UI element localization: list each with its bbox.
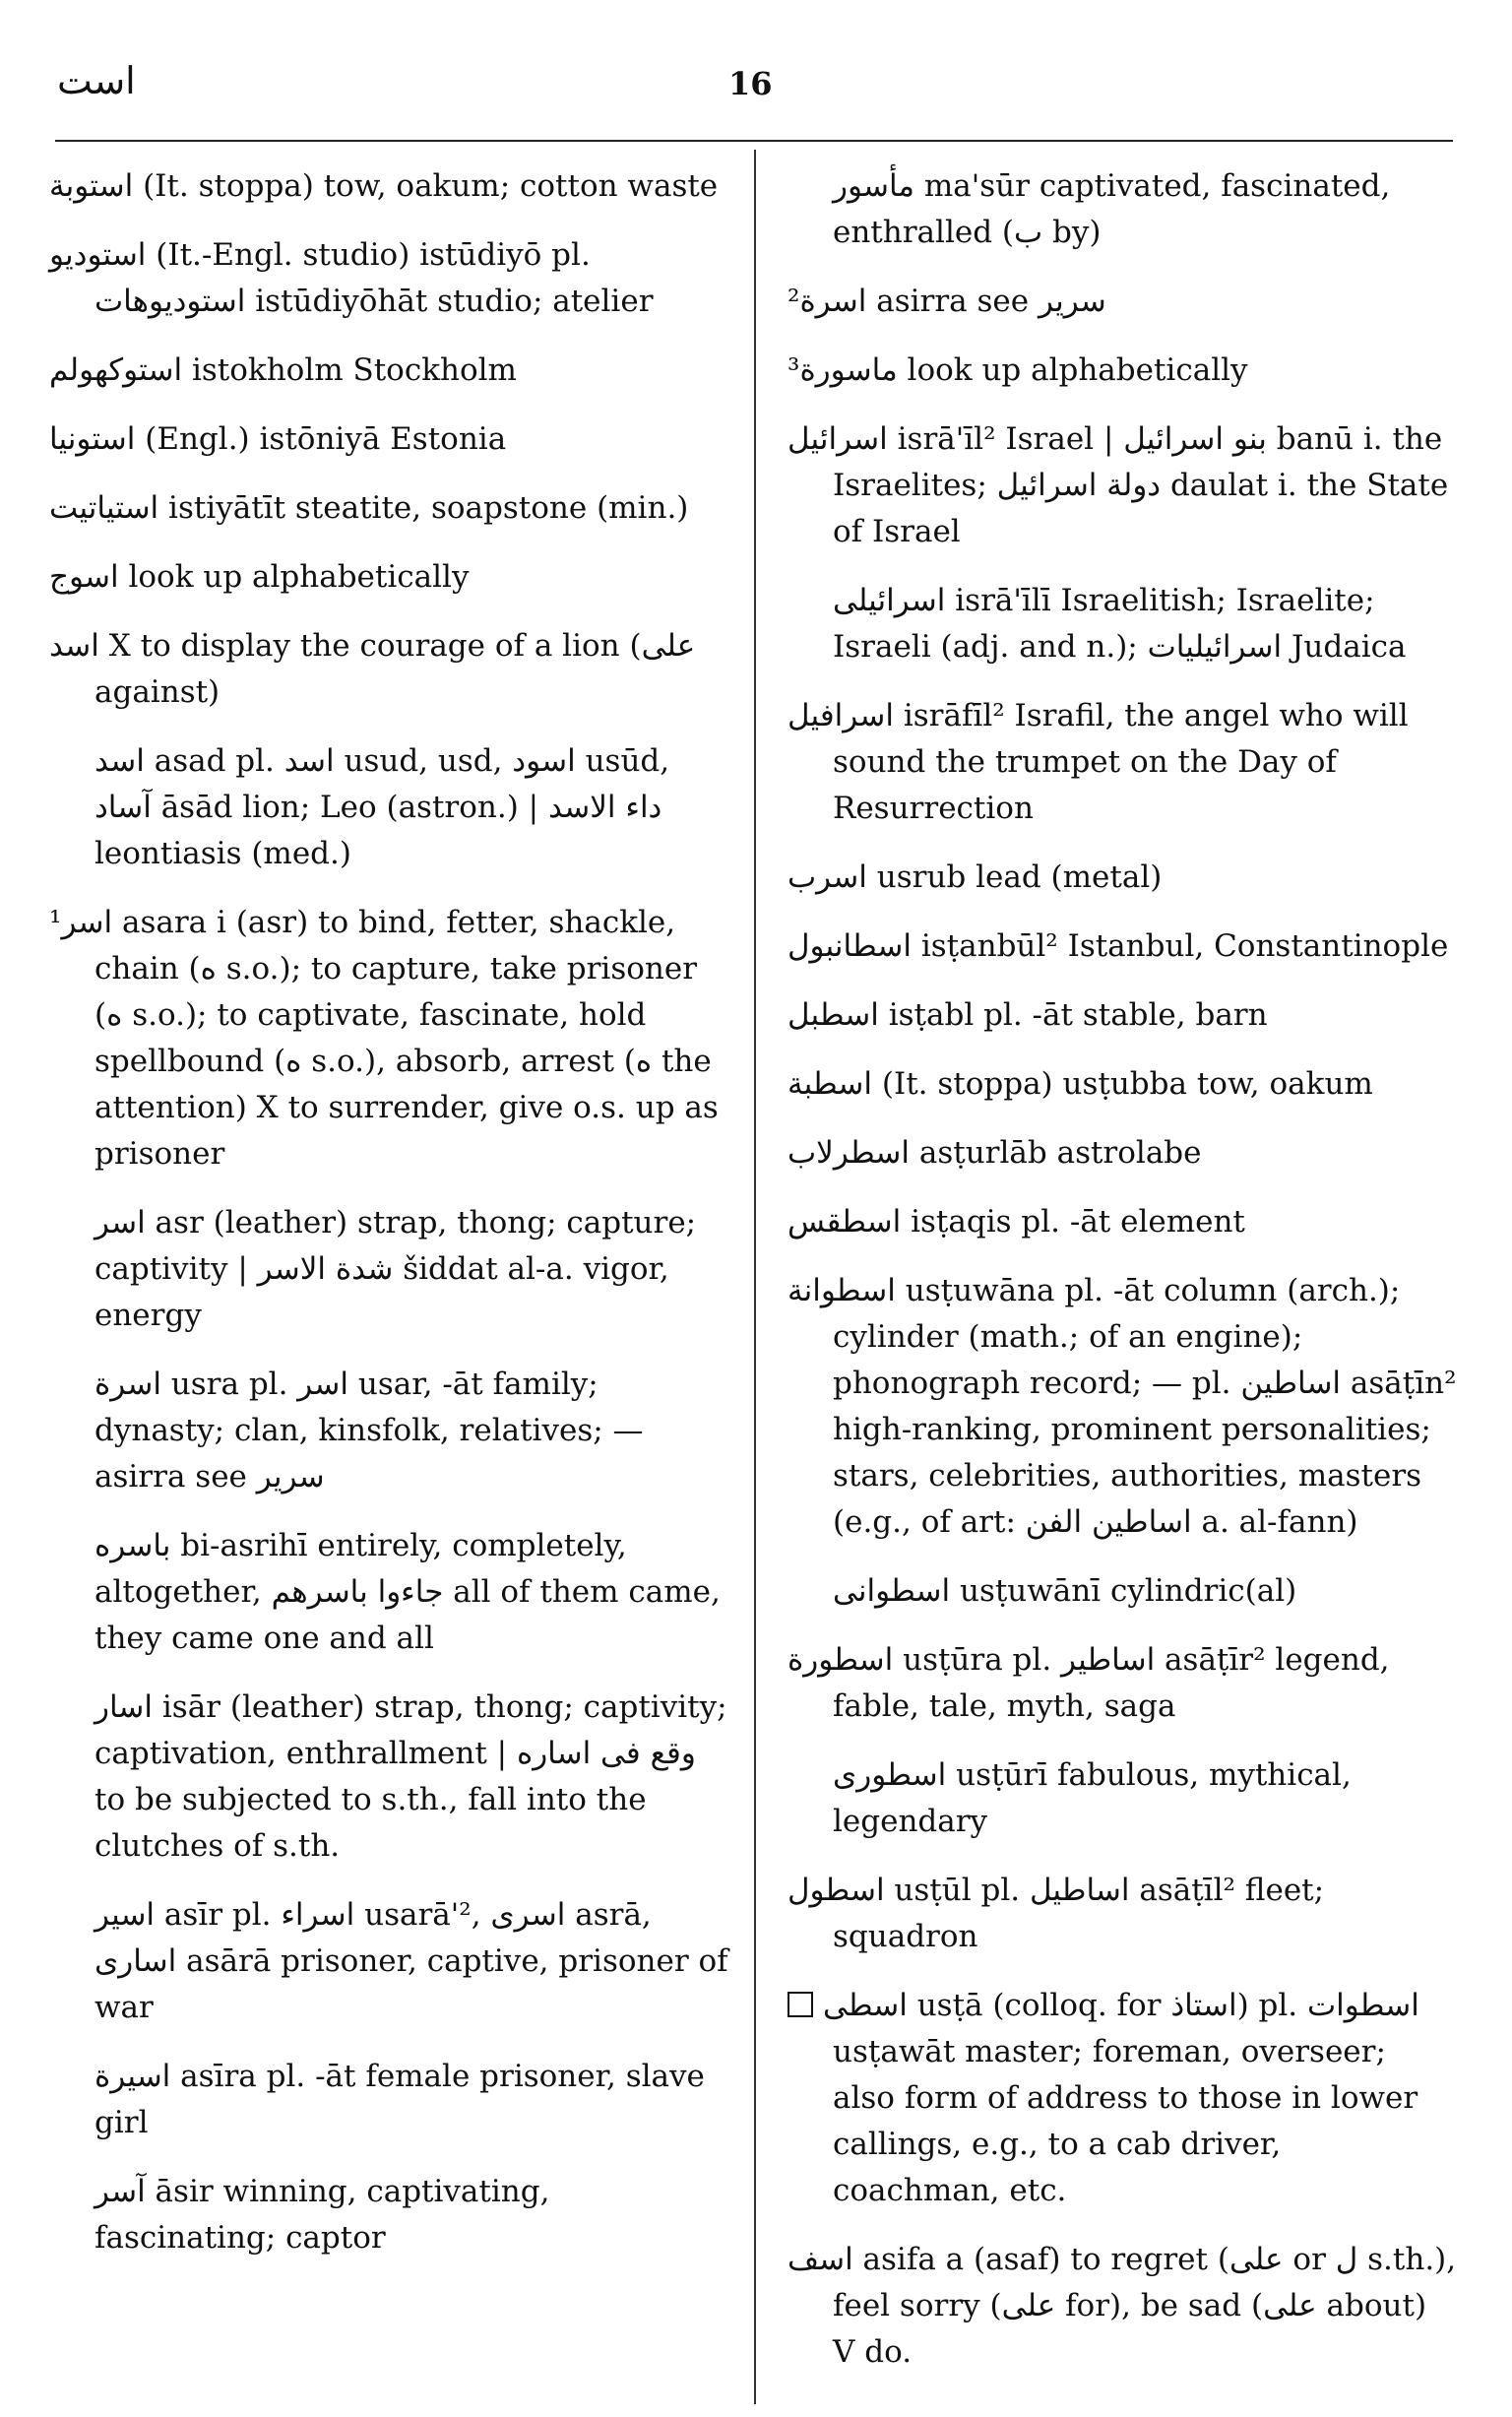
- square-box-icon: [788, 1992, 813, 2017]
- page-number: 16: [728, 65, 773, 102]
- dictionary-subentry: آسر āsir winning, captivating, fascinating; captor: [94, 2174, 550, 2256]
- dictionary-entry: ¹اسر asara i (asr) to bind, fetter, shackle, chain (ه s.o.); to capture, take prisoner (ه s.o.); to captivate, fascinate, hold spellbound (ه s.o.), absorb, arrest (ه the attention) X to surrender, give o.s. up as prisoner: [49, 905, 719, 1172]
- dictionary-entry: استوبة (It. stoppa) tow, oakum; cotton waste: [49, 168, 719, 204]
- dictionary-entry: اسطقس isṭaqis pl. -āt element: [788, 1204, 1245, 1240]
- dictionary-entry: [788, 1983, 1457, 2214]
- dictionary-subentry: اسر asr (leather) strap, thong; capture; captivity | شدة الاسر šiddat al-a. vigor, energy: [94, 1205, 697, 1333]
- column-divider: [754, 150, 756, 2404]
- header-rule: [55, 140, 1453, 142]
- dictionary-entry: ²اسرة asirra see سرير: [788, 284, 1106, 319]
- dictionary-entry: اسف asifa a (asaf) to regret (على or ل s.th.), feel sorry (على for), be sad (على about) V do.: [788, 2242, 1457, 2370]
- right-column: [788, 163, 1457, 2398]
- dictionary-entry: اسطرلاب asṭurlāb astrolabe: [788, 1135, 1202, 1171]
- dictionary-entry: اسد X to display the courage of a lion (على against): [49, 628, 696, 710]
- dictionary-subentry: اسد asad pl. اسد usud, usd, اسود usūd, آساد āsād lion; Leo (astron.) | داء الاسد leontiasis (med.): [94, 743, 670, 871]
- dictionary-entry: ³ماسورة look up alphabetically: [788, 352, 1248, 388]
- dictionary-subentry: باسره bi-asrihī entirely, completely, altogether, جاءوا باسرهم all of them came, they came one and all: [94, 1528, 721, 1656]
- running-head-word: است: [57, 59, 136, 102]
- left-column: [49, 163, 728, 2284]
- dictionary-entry: اسرب usrub lead (metal): [788, 859, 1163, 895]
- dictionary-entry: استوديو (It.-Engl. studio) istūdiyō pl. استوديوهات istūdiyōhāt studio; atelier: [49, 237, 654, 319]
- dictionary-entry: اسرائيل isrā'īl² Israel | بنو اسرائيل banū i. the Israelites; دولة اسرائيل daulat i. the State of Israel: [788, 421, 1449, 549]
- dictionary-entry: استونيا (Engl.) istōniyā Estonia: [49, 421, 507, 457]
- page-header: [0, 0, 1512, 148]
- dictionary-entry: اسطانبول isṭanbūl² Istanbul, Constantinople: [788, 928, 1449, 964]
- dictionary-entry: استوكهولم istokholm Stockholm: [49, 352, 517, 388]
- dictionary-entry: اسرافيل isrāfīl² Israfil, the angel who will sound the trumpet on the Day of Resurrection: [788, 698, 1409, 826]
- dictionary-subentry: اسير asīr pl. اسراء usarā'², اسرى asrā, اسارى asārā prisoner, captive, prisoner of war: [94, 1897, 728, 2025]
- dictionary-subentry: اسيرة asīra pl. -āt female prisoner, slave girl: [94, 2059, 705, 2140]
- dictionary-entry: اسطوانة usṭuwāna pl. -āt column (arch.); cylinder (math.; of an engine); phonograph record; — pl. اساطين asāṭīn² high-ranking, prominent personalities; stars, celebrities, authorities, masters (e.g., of art: اساطين الفن a. al-fann): [788, 1273, 1457, 1540]
- dictionary-subentry: اسرائيلى isrā'īlī Israelitish; Israelite; Israeli (adj. and n.); اسرائيليات Judaica: [833, 583, 1407, 665]
- dictionary-entry: اسطبل isṭabl pl. -āt stable, barn: [788, 997, 1268, 1033]
- dictionary-entry: اسوج look up alphabetically: [49, 559, 470, 595]
- dictionary-entry-text: اسطى usṭā (colloq. for استاذ) pl. اسطوات usṭawāt master; foreman, overseer; also form of address to those in lower callings, e.g., to a cab driver, coachman, etc.: [823, 1988, 1419, 2208]
- dictionary-entry: اسطورة usṭūra pl. اساطير asāṭīr² legend, fable, tale, myth, saga: [788, 1642, 1390, 1724]
- dictionary-entry: استياتيت istiyātīt steatite, soapstone (min.): [49, 490, 689, 526]
- dictionary-subentry: اسرة usra pl. اسر usar, -āt family; dynasty; clan, kinsfolk, relatives; — asirra see سرير: [94, 1367, 644, 1495]
- dictionary-subentry: اسار isār (leather) strap, thong; captivity; captivation, enthrallment | وقع فى اساره to be subjected to s.th., fall into the clutches of s.th.: [94, 1689, 727, 1864]
- dictionary-subentry: مأسور ma'sūr captivated, fascinated, enthralled (ب by): [833, 168, 1391, 250]
- dictionary-subentry: اسطورى usṭūrī fabulous, mythical, legendary: [833, 1757, 1352, 1839]
- dictionary-subentry: اسطوانى usṭuwānī cylindric(al): [833, 1573, 1297, 1609]
- dictionary-entry: اسطبة (It. stoppa) usṭubba tow, oakum: [788, 1066, 1373, 1102]
- dictionary-entry: اسطول usṭūl pl. اساطيل asāṭīl² fleet; squadron: [788, 1873, 1325, 1954]
